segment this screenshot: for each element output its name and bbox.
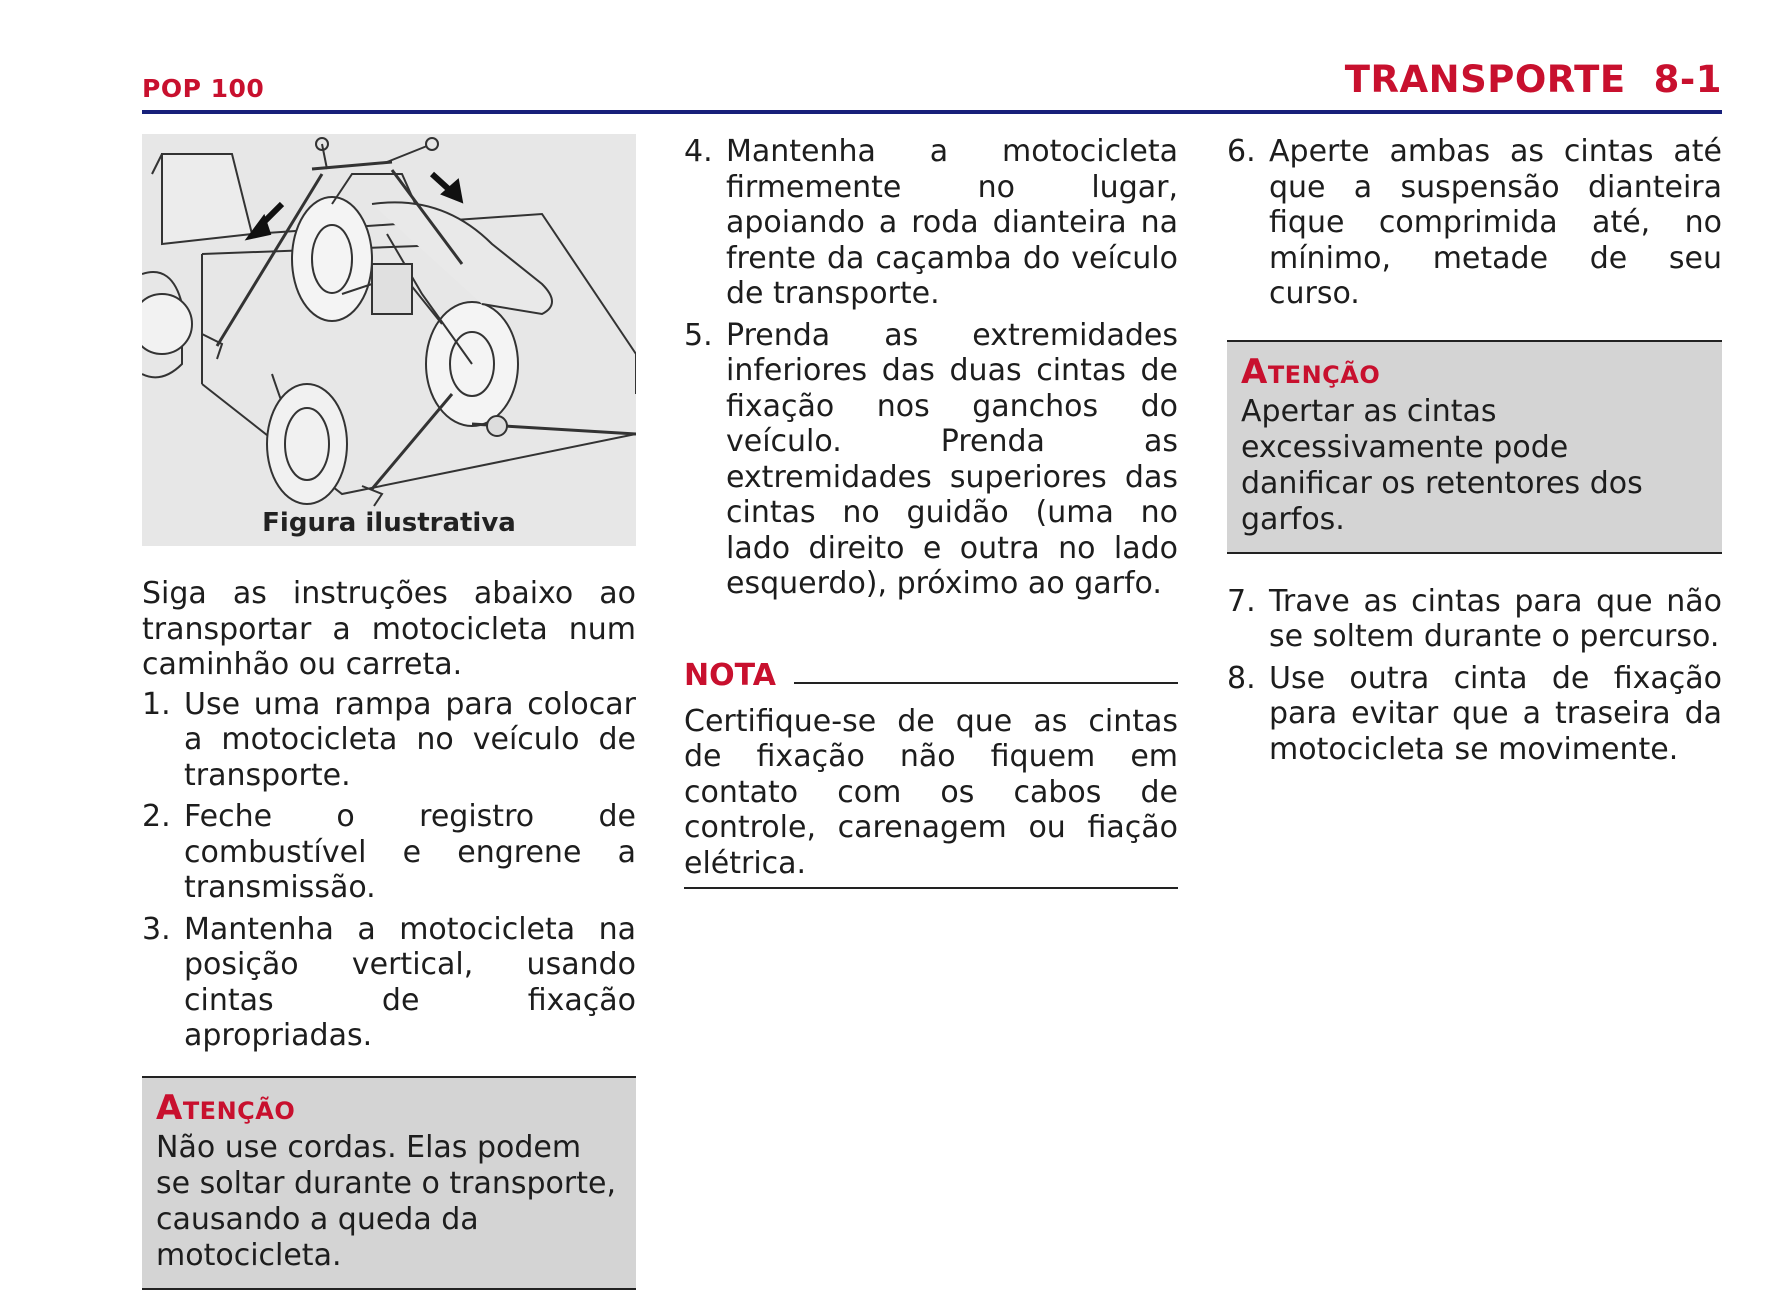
list-item: [142, 799, 636, 906]
column-middle: [684, 134, 1178, 889]
manual-model-label: POP 100: [142, 74, 265, 103]
list-item: [142, 687, 636, 794]
step-number: 6.: [1227, 134, 1256, 169]
header-rule: [142, 110, 1722, 114]
steps-list-middle: [684, 134, 1178, 602]
warning-box: [142, 1076, 636, 1290]
warning-title: Atenção: [156, 1087, 296, 1128]
section-name: TRANSPORTE: [1344, 58, 1626, 101]
motorcycle-transport-illustration: [142, 134, 636, 546]
list-item: [1227, 661, 1722, 768]
list-item: [684, 318, 1178, 602]
step-number: 5.: [684, 317, 713, 353]
warning-text: Não use cordas. Elas podem se soltar durante o transporte, causando a queda da motocicleta.: [156, 1129, 617, 1273]
step-text: Aperte ambas as cintas até que a suspensão dianteira fique comprimida até, no mínimo, metade de seu curso.: [1269, 134, 1722, 311]
note-section: [684, 658, 1178, 890]
step-number: 4.: [684, 134, 713, 169]
steps-list-left: [142, 687, 636, 1054]
list-item: [1227, 134, 1722, 312]
list-item: [1227, 584, 1722, 655]
step-text: Mantenha a motocicleta firmemente no lugar, apoiando a roda dianteira na frente da caçamba do veículo de transporte.: [726, 134, 1178, 311]
page-number: 8-1: [1653, 58, 1722, 101]
list-item: [684, 134, 1178, 312]
intro-paragraph: Siga as instruções abaixo ao transportar a motocicleta num caminhão ou carreta.: [142, 576, 636, 682]
note-header: [684, 658, 1178, 694]
step-text: Use uma rampa para colocar a motocicleta no veículo de transporte.: [184, 686, 636, 793]
column-right: [1227, 134, 1722, 773]
steps-list-right-top: [1227, 134, 1722, 312]
illustration-figure: [142, 134, 636, 546]
warning-text: Apertar as cintas excessivamente pode danificar os retentores dos garfos.: [1241, 393, 1643, 537]
step-number: 8.: [1227, 660, 1256, 696]
list-item: [142, 912, 636, 1054]
step-text: Mantenha a motocicleta na posição vertical, usando cintas de fixação apropriadas.: [184, 911, 636, 1053]
steps-list-right-bottom: [1227, 584, 1722, 768]
figure-caption: Figura ilustrativa: [262, 508, 516, 538]
column-left: [142, 134, 636, 1290]
step-text: Trave as cintas para que não se soltem durante o percurso.: [1269, 583, 1722, 654]
section-title: [1345, 58, 1722, 101]
step-number: 1.: [142, 686, 171, 722]
warning-title: Atenção: [1241, 351, 1381, 392]
step-number: 2.: [142, 799, 171, 834]
step-text: Prenda as extremidades inferiores das duas cintas de fixação nos ganchos do veículo. Prenda as extremidades superiores das cintas no guidão (uma no lado direito e outra no lado esquerdo), próximo ao garfo.: [726, 317, 1178, 601]
note-body: [684, 704, 1178, 890]
note-title: NOTA: [684, 657, 776, 693]
step-text: Use outra cinta de fixação para evitar que a traseira da motocicleta se movimente.: [1269, 660, 1722, 767]
warning-box: [1227, 340, 1722, 554]
step-number: 3.: [142, 911, 171, 947]
note-divider: [794, 682, 1178, 684]
step-number: 7.: [1227, 583, 1256, 619]
step-text: Feche o registro de combustível e engrene a transmissão.: [184, 799, 636, 905]
note-text: Certifique-se de que as cintas de fixação não fiquem em contato com os cabos de controle, carenagem ou fiação elétrica.: [684, 703, 1178, 881]
